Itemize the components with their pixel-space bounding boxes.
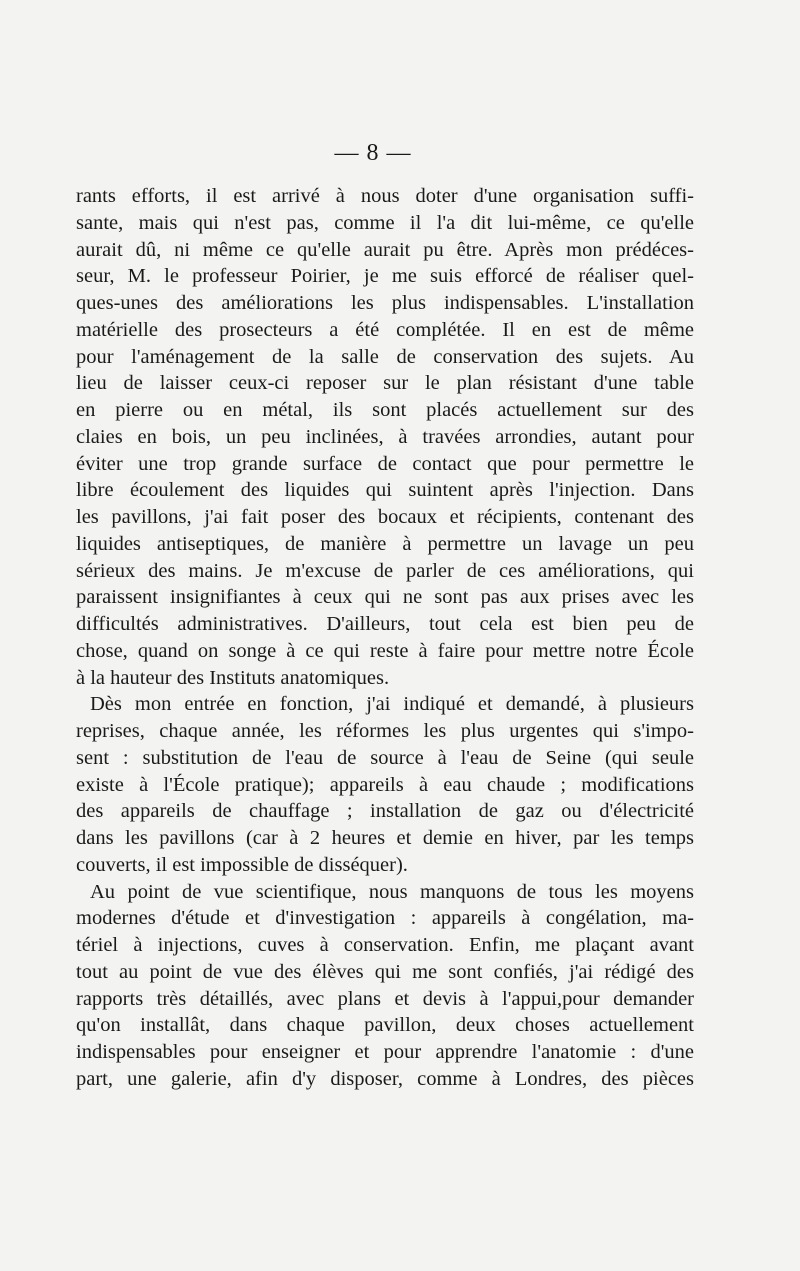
text-line: qu'on installât, dans chaque pavillon, deux choses actuellement (76, 1014, 694, 1037)
text-line: chose, quand on songe à ce qui reste à faire pour mettre notre École (76, 639, 694, 662)
text-line: liquides antiseptiques, de manière à permettre un lavage un peu (76, 532, 694, 555)
text-line: claies en bois, un peu inclinées, à travées arrondies, autant pour (76, 425, 694, 448)
text-line: indispensables pour enseigner et pour apprendre l'anatomie : d'une (76, 1041, 694, 1063)
text-line: ques-unes des améliorations les plus indispensables. L'installation (76, 292, 694, 314)
text-line: difficultés administratives. D'ailleurs, tout cela est bien peu de (76, 613, 694, 635)
text-line: seur, M. le professeur Poirier, je me suis efforcé de réaliser quel- (76, 265, 694, 288)
text-line: tout au point de vue des élèves qui me sont confiés, j'ai rédigé des (76, 960, 694, 983)
text-line: part, une galerie, afin d'y disposer, comme à Londres, des pièces (76, 1067, 694, 1090)
body-text (76, 183, 694, 1093)
text-line: rapports très détaillés, avec plans et devis à l'appui,pour demander (76, 987, 694, 1010)
text-line: dans les pavillons (car à 2 heures et demie en hiver, par les temps (76, 827, 694, 849)
page-number: — 8 — (334, 140, 412, 166)
text-line: Au point de vue scientifique, nous manquons de tous les moyens (90, 880, 694, 903)
text-line: des appareils de chauffage ; installation de gaz ou d'électricité (76, 800, 694, 823)
text-line: aurait dû, ni même ce qu'elle aurait pu être. Après mon prédéces- (76, 238, 694, 261)
text-line: à la hauteur des Instituts anatomiques. (76, 666, 390, 689)
text-line: en pierre ou en métal, ils sont placés actuellement sur des (76, 399, 694, 421)
text-line: Dès mon entrée en fonction, j'ai indiqué et demandé, à plusieurs (90, 693, 694, 716)
text-line: paraissent insignifiantes à ceux qui ne sont pas aux prises avec les (76, 586, 694, 609)
text-line: sent : substitution de l'eau de source à l'eau de Seine (qui seule (76, 746, 694, 769)
text-line: modernes d'étude et d'investigation : appareils à congélation, ma- (76, 907, 694, 930)
text-line: les pavillons, j'ai fait poser des bocaux et récipients, contenant des (76, 506, 694, 528)
text-line: reprises, chaque année, les réformes les plus urgentes qui s'impo- (76, 720, 694, 742)
text-line: rants efforts, il est arrivé à nous doter d'une organisation suffi- (76, 185, 694, 207)
text-line: existe à l'École pratique); appareils à eau chaude ; modifications (76, 773, 694, 796)
text-line: sérieux des mains. Je m'excuse de parler de ces améliorations, qui (76, 559, 694, 582)
text-line: éviter une trop grande surface de contact que pour permettre le (76, 452, 694, 475)
text-line: lieu de laisser ceux-ci reposer sur le plan résistant d'une table (76, 372, 694, 395)
text-line: couverts, il est impossible de disséquer). (76, 853, 408, 876)
text-line: matérielle des prosecteurs a été complétée. Il en est de même (76, 318, 694, 341)
text-line: pour l'aménagement de la salle de conservation des sujets. Au (76, 345, 694, 368)
text-line: sante, mais qui n'est pas, comme il l'a dit lui-même, ce qu'elle (76, 211, 694, 234)
text-line: libre écoulement des liquides qui suintent après l'injection. Dans (76, 479, 694, 502)
text-line: tériel à injections, cuves à conservation. Enfin, me plaçant avant (76, 934, 694, 956)
